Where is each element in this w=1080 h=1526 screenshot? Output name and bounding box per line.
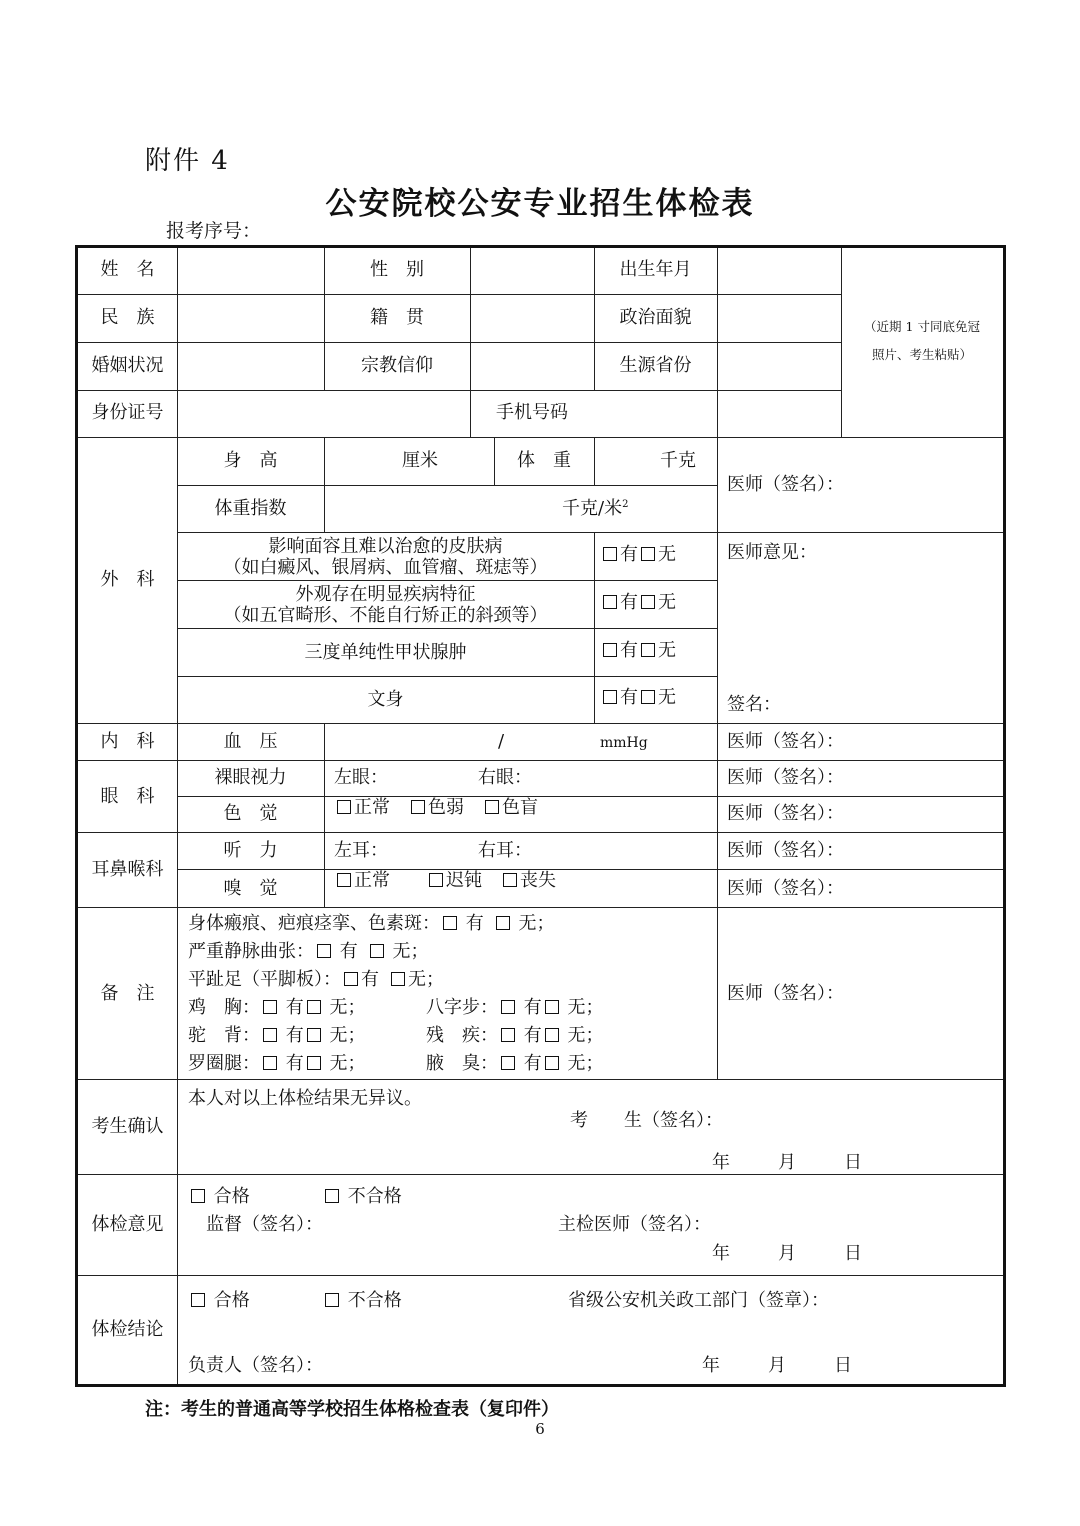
checkbox[interactable]	[337, 873, 351, 887]
checkbox[interactable]	[370, 944, 384, 958]
internal-doctor-sign: 医师（签名）：	[727, 731, 844, 752]
no-text: 无；	[408, 969, 444, 990]
flatfoot-label: 平趾足（平脚板）：	[188, 969, 341, 990]
conclusion-section-label: 体检结论	[91, 1319, 164, 1340]
conclusion-pass	[188, 1292, 250, 1310]
checkbox[interactable]	[317, 944, 331, 958]
bmi-unit	[562, 500, 628, 518]
disability-label: 残 疾：	[426, 1025, 498, 1046]
checkbox[interactable]	[501, 1000, 515, 1014]
color-doctor-sign: 医师（签名）：	[727, 803, 844, 824]
checkbox[interactable]	[337, 800, 351, 814]
smell-label: 嗅 觉	[223, 878, 278, 899]
checkbox[interactable]	[496, 916, 510, 930]
internal-section-label: 内 科	[100, 731, 155, 752]
serial-number-label: 报考序号：	[166, 220, 262, 242]
checkbox[interactable]	[191, 1189, 205, 1203]
confirm-month: 月	[778, 1152, 796, 1173]
right-eye-label: 右眼：	[478, 767, 532, 788]
yes-text: 有	[620, 640, 638, 661]
no-text: 无；	[567, 1053, 604, 1074]
marital-label: 婚姻状况	[91, 355, 164, 376]
hunch-row	[188, 1027, 365, 1045]
no-text: 无；	[329, 997, 366, 1018]
exam-form-table	[75, 245, 1006, 1387]
thyroid-label: 三度单纯性甲状腺肿	[304, 642, 467, 663]
yes-text: 有	[523, 1025, 542, 1046]
checkbox[interactable]	[411, 800, 425, 814]
scar-row	[188, 915, 554, 933]
confirm-statement: 本人对以上体检结果无异议。	[188, 1088, 422, 1109]
checkbox[interactable]	[501, 1028, 515, 1042]
smell-doctor-sign: 医师（签名）：	[727, 878, 844, 899]
disability-row	[426, 1027, 603, 1045]
ethnicity-label: 民 族	[100, 307, 155, 328]
no-text: 无	[658, 544, 676, 565]
odor-row	[426, 1055, 603, 1073]
form-title: 公安院校公安专业招生体检表	[325, 186, 755, 222]
conclusion-fail	[322, 1292, 402, 1310]
toe-out-label: 八字步：	[426, 997, 498, 1018]
odor-label: 腋 臭：	[426, 1053, 498, 1074]
surgery-section-label: 外 科	[100, 569, 155, 590]
checkbox[interactable]	[391, 972, 405, 986]
page-number: 6	[535, 1420, 545, 1438]
birth-label: 出生年月	[619, 259, 692, 280]
checkbox[interactable]	[307, 1000, 321, 1014]
province-label: 生源省份	[619, 355, 692, 376]
bowleg-label: 罗圈腿：	[188, 1053, 260, 1074]
checkbox[interactable]	[263, 1056, 277, 1070]
appearance-line2: （如五官畸形、不能自行矫正的斜颈等）	[223, 605, 548, 626]
appearance-line1: 外观存在明显疾病特征	[295, 584, 476, 605]
checkbox[interactable]	[641, 643, 655, 657]
yes-text: 有	[285, 1025, 304, 1046]
hearing-label: 听 力	[223, 840, 278, 861]
checkbox[interactable]	[603, 595, 617, 609]
opinion-fail	[322, 1188, 402, 1206]
yes-text: 有	[620, 544, 638, 565]
vision-label: 裸眼视力	[214, 767, 287, 788]
religion-label: 宗教信仰	[361, 355, 433, 376]
phone-label: 手机号码	[496, 402, 568, 423]
fail-text: 不合格	[347, 1186, 402, 1207]
doctor-opinion-label: 医师意见：	[727, 542, 817, 563]
height-unit: 厘米	[402, 450, 438, 471]
checkbox[interactable]	[603, 547, 617, 561]
checkbox[interactable]	[545, 1028, 559, 1042]
pass-text: 合格	[213, 1186, 250, 1207]
opinion-month: 月	[778, 1243, 796, 1264]
tattoo-label: 文身	[367, 689, 404, 710]
yes-text: 有	[465, 913, 484, 934]
photo-hint-2: 照片、考生粘贴）	[871, 347, 972, 362]
yes-text: 有	[620, 592, 638, 613]
surgery-sign-label: 签名：	[727, 694, 781, 715]
skin-disease-line2: （如白癜风、银屑病、血管瘤、斑痣等）	[223, 557, 548, 578]
ent-section-label: 耳鼻喉科	[91, 859, 164, 880]
tattoo-yes-no	[600, 689, 676, 707]
opinion-section-label: 体检意见	[91, 1214, 164, 1235]
checkbox[interactable]	[307, 1056, 321, 1070]
no-text: 无	[658, 592, 676, 613]
yes-text: 有	[523, 1053, 542, 1074]
no-text: 无	[658, 687, 676, 708]
bp-slash: /	[498, 731, 505, 752]
remarks-doctor-sign: 医师（签名）：	[727, 983, 844, 1004]
checkbox[interactable]	[263, 1028, 277, 1042]
opinion-year: 年	[712, 1243, 730, 1264]
checkbox[interactable]	[501, 1056, 515, 1070]
no-text: 无	[658, 640, 676, 661]
right-ear-label: 右耳：	[478, 840, 532, 861]
supervisor-sign: 监督（签名）：	[206, 1214, 323, 1235]
normal-text: 正常	[354, 870, 390, 891]
checkbox[interactable]	[263, 1000, 277, 1014]
confirm-section-label: 考生确认	[91, 1116, 164, 1137]
checkbox[interactable]	[503, 873, 517, 887]
checkbox[interactable]	[307, 1028, 321, 1042]
weak-text: 色弱	[428, 797, 464, 818]
checkbox[interactable]	[344, 972, 358, 986]
dept-seal: 省级公安机关政工部门（签章）：	[568, 1290, 829, 1311]
yes-text: 有	[339, 941, 358, 962]
footer-note: 注：考生的普通高等学校招生体格检查表（复印件）	[145, 1399, 559, 1420]
no-text: 无；	[329, 1025, 366, 1046]
left-ear-label: 左耳：	[334, 840, 388, 861]
political-label: 政治面貌	[619, 307, 692, 328]
bp-unit: mmHg	[600, 735, 648, 751]
confirm-day: 日	[844, 1152, 862, 1173]
color-vision-label: 色 觉	[223, 803, 278, 824]
name-label: 姓 名	[100, 259, 155, 280]
checkbox[interactable]	[641, 690, 655, 704]
gender-label: 性 别	[370, 259, 424, 280]
attachment-label: 附件 4	[145, 146, 230, 176]
checkbox[interactable]	[603, 643, 617, 657]
checkbox[interactable]	[325, 1293, 339, 1307]
no-text: 无；	[567, 1025, 604, 1046]
fail-text: 不合格	[347, 1290, 402, 1311]
bowleg-row	[188, 1055, 365, 1073]
checkbox[interactable]	[443, 916, 457, 930]
conclusion-day: 日	[834, 1355, 852, 1376]
appearance-yes-no	[600, 594, 676, 612]
yes-text: 有	[285, 997, 304, 1018]
no-text: 无；	[392, 941, 429, 962]
weight-unit: 千克	[660, 450, 696, 471]
vein-row	[188, 943, 428, 961]
checkbox[interactable]	[191, 1293, 205, 1307]
bmi-unit-text: 千克/米	[562, 498, 623, 519]
pass-text: 合格	[213, 1290, 250, 1311]
bmi-unit-superscript: 2	[622, 499, 629, 510]
conclusion-month: 月	[768, 1355, 786, 1376]
lost-text: 丧失	[520, 870, 556, 891]
no-text: 无；	[567, 997, 604, 1018]
chief-doctor-sign: 主检医师（签名）：	[558, 1214, 711, 1235]
conclusion-year: 年	[702, 1355, 720, 1376]
id-number-label: 身份证号	[91, 402, 164, 423]
smell-options	[334, 872, 556, 890]
checkbox[interactable]	[429, 873, 443, 887]
confirm-year: 年	[712, 1152, 730, 1173]
checkbox[interactable]	[545, 1056, 559, 1070]
toe-out-row	[426, 999, 603, 1017]
vision-doctor-sign: 医师（签名）：	[727, 767, 844, 788]
dull-text: 迟钝	[446, 870, 482, 891]
yes-text: 有	[523, 997, 542, 1018]
candidate-sign: 考 生（签名）：	[570, 1110, 723, 1131]
yes-text: 有	[285, 1053, 304, 1074]
weight-label: 体 重	[517, 450, 571, 471]
checkbox[interactable]	[603, 690, 617, 704]
yes-text: 有	[620, 687, 638, 708]
color-vision-options	[334, 799, 538, 817]
checkbox[interactable]	[545, 1000, 559, 1014]
checkbox[interactable]	[641, 547, 655, 561]
eye-section-label: 眼 科	[100, 786, 155, 807]
scar-label: 身体瘢痕、疤痕痉挛、色素斑：	[188, 913, 440, 934]
skin-disease-line1: 影响面容且难以治愈的皮肤病	[268, 536, 503, 557]
vein-label: 严重静脉曲张：	[188, 941, 314, 962]
opinion-day: 日	[844, 1243, 862, 1264]
bmi-label: 体重指数	[214, 498, 287, 519]
yes-text: 有	[361, 969, 379, 990]
responsible-sign: 负责人（签名）：	[188, 1355, 323, 1376]
hunch-label: 驼 背：	[188, 1025, 260, 1046]
blind-text: 色盲	[502, 797, 538, 818]
height-label: 身 高	[223, 450, 278, 471]
checkbox[interactable]	[641, 595, 655, 609]
native-place-label: 籍 贯	[370, 307, 424, 328]
no-text: 无；	[329, 1053, 366, 1074]
photo-hint-1: （近期 1 寸同底免冠	[864, 319, 980, 334]
thyroid-yes-no	[600, 642, 676, 660]
left-eye-label: 左眼：	[334, 767, 388, 788]
checkbox[interactable]	[325, 1189, 339, 1203]
skin-yes-no	[600, 546, 676, 564]
remarks-section-label: 备 注	[100, 983, 155, 1004]
chest-row	[188, 999, 365, 1017]
no-text: 无；	[518, 913, 555, 934]
opinion-pass	[188, 1188, 250, 1206]
hearing-doctor-sign: 医师（签名）：	[727, 840, 844, 861]
flatfoot-row	[188, 971, 444, 989]
surgery-doctor-sign: 医师（签名）：	[727, 474, 844, 495]
checkbox[interactable]	[485, 800, 499, 814]
normal-text: 正常	[354, 797, 390, 818]
blood-pressure-label: 血 压	[223, 731, 278, 752]
chest-label: 鸡 胸：	[188, 997, 260, 1018]
